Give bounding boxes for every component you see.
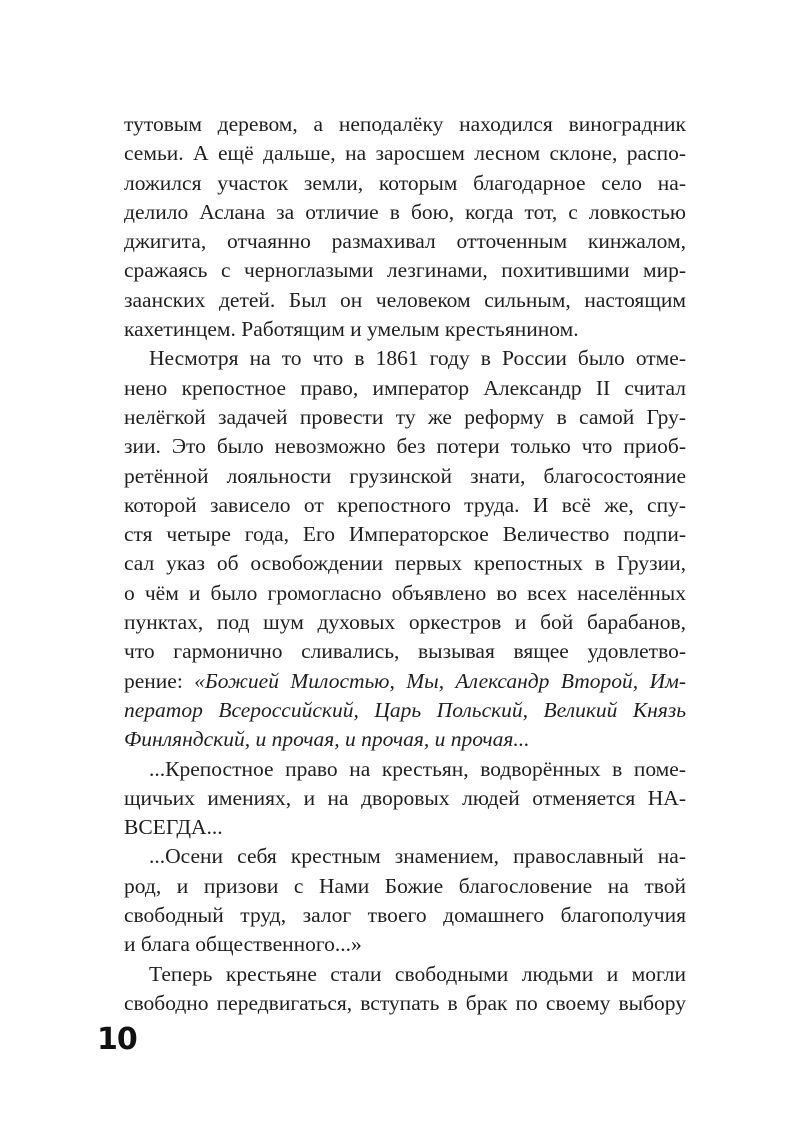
text-line: ложился участок земли, которым благодарное село на- (124, 170, 686, 195)
text-line: джигита, отчаянно размахивал отточенным кинжалом, (124, 229, 686, 254)
text-line: заанских детей. Был он человеком сильным, настоящим (124, 287, 686, 312)
text-line: сал указ об освобождении первых крепостных в Грузии, (124, 551, 686, 576)
text-line: нелёгкой задачей провести ту же реформу в самой Гру- (124, 404, 686, 429)
text-line: ретённой лояльности грузинской знати, благосостояние (124, 463, 686, 488)
text-line: тутовым деревом, а неподалёку находился виноградник (124, 112, 686, 136)
text-line: кахетинцем. Работящим и умелым крестьянином. (124, 317, 579, 342)
text-line: свободный труд, залог твоего домашнего благополучия (124, 903, 686, 928)
text-line: нено крепостное право, император Александр II считал (124, 375, 686, 400)
text-line: стя четыре года, Его Императорское Величество подпи- (124, 522, 686, 547)
text-line: свободно передвигаться, вступать в брак по своему выбору (124, 990, 686, 1015)
text-line: род, и призови с Нами Божие благословение на твой (124, 873, 686, 898)
body-text (124, 110, 686, 1018)
text-line: ...Осени себя крестным знамением, православный на- (149, 844, 686, 869)
text-line: и блага общественного...» (124, 932, 362, 957)
text-line: что гармонично сливались, вызывая вящее удовлетво- (124, 639, 686, 664)
text-line: Теперь крестьяне стали свободными людьми и могли (149, 961, 686, 986)
text-line: пунктах, под шум духовых оркестров и бой барабанов, (124, 610, 686, 635)
text-line: делило Аслана за отличие в бою, когда тот, с ловкостью (124, 199, 686, 224)
quote-line: ператор Всероссийский, Царь Польский, Великий Князь (124, 697, 686, 722)
text-line: зии. Это было невозможно без потери только что приоб- (124, 434, 686, 459)
text-line: семьи. А ещё дальше, на заросшем лесном склоне, распо- (124, 141, 686, 166)
text-line: ...Крепостное право на крестьян, водворённых в поме- (149, 756, 686, 781)
quote-line: Финляндский, и прочая, и прочая, и прочая... (124, 727, 530, 752)
quote-run: «Божией Милостью, Мы, Александр Второй, Им- (194, 668, 686, 693)
text-line-mixed (124, 667, 686, 696)
text-line: о чём и было громогласно объявлено во всех населённых (124, 580, 686, 605)
text-line: сражаясь с черноглазыми лезгинами, похитившими мир- (124, 258, 686, 283)
text-line: щичьих имениях, и на дворовых людей отменяется НА- (124, 785, 686, 810)
page-number: 10 (97, 1022, 137, 1057)
text-line: ВСЕГДА... (124, 815, 223, 840)
text-line: Несмотря на то что в 1861 году в России было отме- (149, 346, 686, 371)
text-run: рение: (124, 668, 195, 693)
text-line: которой зависело от крепостного труда. И всё же, спу- (124, 492, 686, 517)
